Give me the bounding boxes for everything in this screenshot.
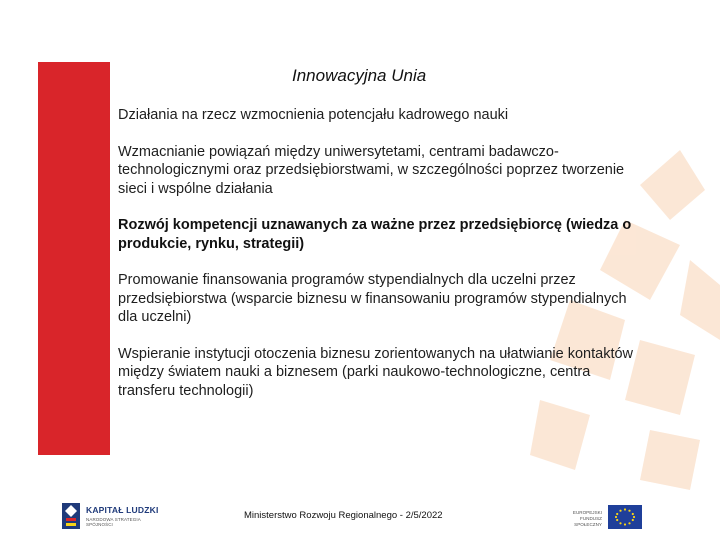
paragraph-3-bold: Rozwój kompetencji uznawanych za ważne przez przedsiębiorcę (wiedza o produkcie, rynku, strategii)	[118, 217, 632, 252]
red-accent-bar	[38, 62, 110, 455]
eu-fund-line2: FUNDUSZ SPOŁECZNY	[574, 516, 602, 527]
paragraph-5: Wspieranie instytucji otoczenia biznesu zorientowanych na ułatwianie kontaktów między światem nauki a biznesem (parki naukowo-technologiczne, centra transferu technologii)	[118, 345, 634, 399]
paragraph-1: Działania na rzecz wzmocnienia potencjału kadrowego nauki	[118, 107, 509, 123]
paragraph-4: Promowanie finansowania programów stypendialnych dla uczelni przez przedsiębiorstwa (wsparcie biznesu w finansowaniu programów stypendialnych dla uczelni)	[118, 272, 627, 325]
eu-flag-icon	[608, 505, 642, 529]
content-area	[118, 106, 638, 418]
eu-fund-line1: EUROPEJSKI	[572, 510, 602, 515]
paragraph-2: Wzmacnianie powiązań między uniwersytetami, centrami badawczo-technologicznymi oraz przedsiębiorstwami, w szczególności poprzez tworzenie sieci i wspólne działania	[118, 143, 625, 197]
kapital-ludzki-logo	[60, 500, 160, 532]
kapital-ludzki-subtitle: NARODOWA STRATEGIA SPÓJNOŚCI	[86, 517, 141, 527]
kapital-ludzki-emblem-icon	[60, 501, 82, 531]
eu-fund-logo	[562, 503, 642, 531]
kapital-ludzki-title: KAPITAŁ LUDZKI	[86, 505, 159, 515]
footer-text: Ministerstwo Rozwoju Regionalnego - 2/5/2022	[244, 510, 443, 521]
slide-title: Innowacyjna Unia	[292, 66, 427, 85]
